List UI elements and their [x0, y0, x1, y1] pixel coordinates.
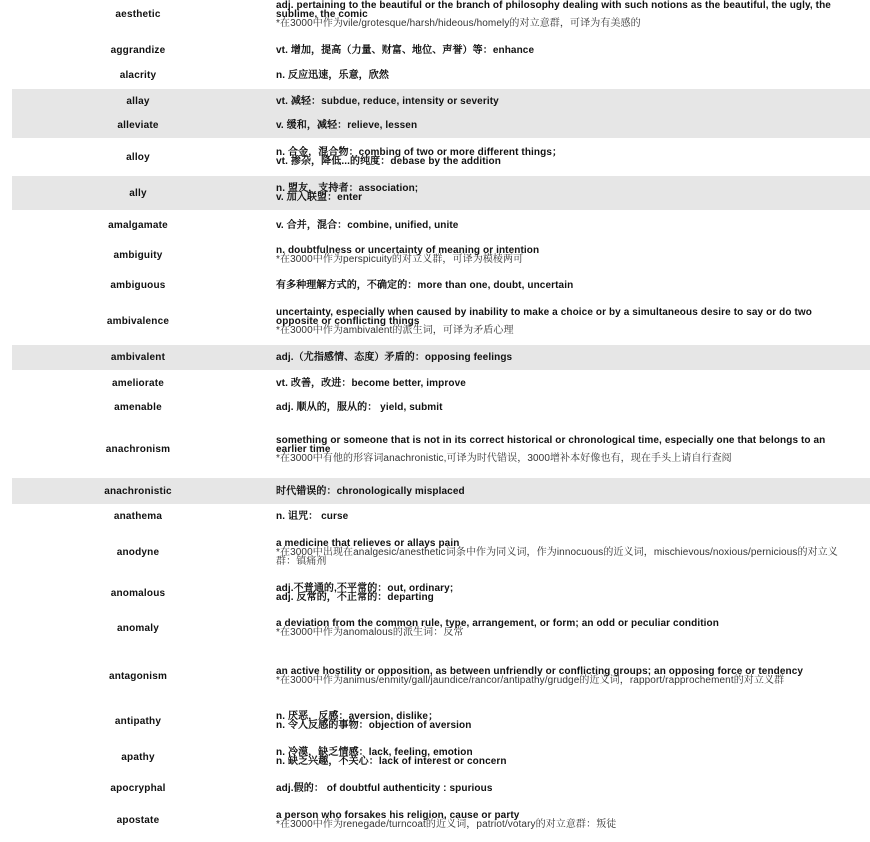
definition-line: 时代错误的：chronologically misplaced	[276, 485, 465, 497]
definition-line: *在3000中作为vile/grotesque/harsh/hideous/homely的对立意群，可译为有美感的	[276, 17, 641, 29]
definition-line: a deviation from the common rule, type, arrangement, or form; an odd or peculiar condition	[276, 618, 719, 629]
definition-line: n. 合金，混合物：combing of two or more different things；	[276, 147, 563, 158]
table-row	[12, 113, 870, 138]
vocab-definition	[276, 221, 852, 230]
vocab-definition	[276, 379, 852, 388]
vocab-definition	[276, 712, 852, 730]
definition-line: something or someone that is not in its correct historical or chronological time, especially one that belongs to an earlier time	[276, 434, 826, 455]
vocab-definition	[276, 403, 852, 412]
vocab-word: anodyne	[116, 546, 160, 558]
vocab-definition	[276, 619, 852, 637]
vocab-word: ambiguous	[110, 279, 166, 291]
vocab-word: ambivalence	[106, 315, 170, 327]
definition-line: vt. 减轻：subdue, reduce, intensity or severity	[276, 96, 499, 107]
table-row	[12, 140, 870, 174]
vocab-word: apathy	[121, 751, 155, 763]
vocab-word: anathema	[113, 510, 163, 522]
table-row	[12, 89, 870, 114]
definition-line: adj. 顺从的，服从的： yield, submit	[276, 402, 443, 413]
table-row	[12, 611, 870, 645]
table-row	[12, 576, 870, 610]
vocab-definition	[276, 97, 852, 106]
vocab-definition	[276, 46, 852, 55]
vocab-word: anomalous	[110, 587, 166, 599]
vocab-definition	[276, 281, 852, 290]
table-row	[12, 176, 870, 210]
table-row	[12, 740, 870, 774]
table-row	[12, 421, 870, 477]
definition-line: n. 厌恶，反感：aversion, dislike；	[276, 711, 439, 722]
definition-line: n. 缺乏兴趣，不关心：lack of interest or concern	[276, 756, 507, 767]
definition-line: n. 令人反感的事物：objection of aversion	[276, 720, 472, 731]
definition-line: a person who forsakes his religion, cause or party	[276, 810, 520, 821]
vocab-definition	[276, 584, 852, 602]
definition-line: adj.假的： of doubtful authenticity : spurious	[276, 782, 493, 794]
table-row	[12, 648, 870, 704]
vocab-definition	[276, 1, 852, 28]
definition-line: n. 盟友，支持者：association;	[276, 183, 419, 194]
table-row	[12, 212, 870, 238]
vocab-word: alacrity	[119, 70, 157, 81]
definition-line: v. 合并，混合：combine, unified, unite	[276, 219, 459, 231]
vocab-word: antipathy	[114, 715, 162, 727]
vocab-definition	[276, 353, 852, 362]
definition-line: vt. 增加，提高（力量、财富、地位、声誉）等：enhance	[276, 44, 535, 56]
vocab-definition	[276, 246, 852, 264]
definition-line: n. 诅咒： curse	[276, 510, 349, 522]
vocab-word: alloy	[126, 151, 150, 163]
vocab-definition	[276, 71, 852, 80]
vocab-word: apostate	[116, 814, 160, 826]
vocab-word: amalgamate	[108, 219, 168, 231]
table-row	[12, 238, 870, 272]
definition-line: *在3000中作为ambivalent的派生词，可译为矛盾心理	[276, 324, 514, 336]
vocab-word: anomaly	[117, 622, 159, 634]
vocab-definition	[276, 184, 852, 202]
vocab-word: aesthetic	[115, 8, 161, 20]
vocab-definition	[276, 436, 852, 463]
definition-line: an active hostility or opposition, as between unfriendly or conflicting groups; an opposing force or tendency	[276, 666, 804, 677]
table-row	[12, 272, 870, 298]
vocab-word: amenable	[114, 402, 162, 413]
table-row	[12, 530, 870, 574]
table-row	[12, 0, 870, 28]
definition-line: *在3000中出现在analgesic/anesthetic词条中作为同义词，作为innocuous的近义词，mischievous/noxious/pernicious的对立义群：镇痛剂	[276, 546, 838, 567]
definition-line: 有多种理解方式的，不确定的：more than one, doubt, uncertain	[276, 279, 574, 291]
table-row	[12, 38, 870, 62]
definition-line: adj. 反常的，不正常的：departing	[276, 592, 434, 603]
vocab-definition	[276, 667, 852, 685]
vocab-definition	[276, 308, 852, 335]
vocab-word: apocryphal	[110, 782, 166, 794]
definition-line: v. 缓和，减轻：relieve, lessen	[276, 120, 418, 131]
definition-line: *在3000中作为perspicuity的对立义群，可译为模棱两可	[276, 254, 524, 265]
vocab-word: alleviate	[117, 120, 159, 131]
vocab-word: ambivalent	[110, 352, 166, 363]
table-row	[12, 704, 870, 738]
definition-line: uncertainty, especially when caused by inability to make a choice or by a simultaneous desire to say or do two opposite or conflicting things	[276, 306, 812, 327]
definition-line: vt. 掺杂，降低...的纯度：debase by the addition	[276, 156, 501, 167]
table-row	[12, 298, 870, 344]
table-row	[12, 371, 870, 396]
definition-line: *在3000中作为animus/enmity/gall/jaundice/rancor/antipathy/grudge的近义词，rapport/rapprochement的对立义群	[276, 675, 785, 686]
vocab-definition	[276, 748, 852, 766]
definition-line: *在3000中有他的形容词anachronistic,可译为时代错误，3000增补本好像也有，现在手头上请自行查阅	[276, 452, 732, 464]
definition-line: v. 加入联盟：enter	[276, 192, 363, 203]
vocab-word: aggrandize	[110, 44, 166, 56]
table-row	[12, 774, 870, 802]
definition-line: n. doubtfulness or uncertainty of meaning or intention	[276, 245, 540, 256]
vocab-word: antagonism	[108, 670, 168, 682]
vocab-word: allay	[126, 96, 150, 107]
definition-line: adj.（尤指感情、态度）矛盾的：opposing feelings	[276, 352, 513, 363]
table-row	[12, 802, 870, 838]
definition-line: a medicine that relieves or allays pain	[276, 537, 460, 549]
table-row	[12, 478, 870, 504]
definition-line: n. 反应迅速，乐意，欣然	[276, 70, 389, 81]
vocab-word: ally	[129, 187, 147, 199]
vocab-definition	[276, 121, 852, 130]
definition-line: n. 冷漠，缺乏情感：lack, feeling, emotion	[276, 747, 473, 758]
vocab-definition	[276, 148, 852, 166]
definition-line: vt. 改善，改进：become better, improve	[276, 378, 466, 389]
definition-line: *在3000中作为renegade/turncoat的近义词，patriot/votary的对立意群：叛徒	[276, 819, 617, 830]
vocab-word: anachronism	[105, 443, 171, 455]
table-row	[12, 395, 870, 420]
vocab-word: ambiguity	[113, 249, 163, 261]
definition-line: *在3000中作为anomalous的派生词：反常	[276, 627, 464, 638]
table-row	[12, 504, 870, 528]
vocab-definition	[276, 487, 852, 496]
definition-line: adj.不普通的,不平常的：out, ordinary;	[276, 583, 454, 594]
definition-line: adj. pertaining to the beautiful or the branch of philosophy dealing with such notions as the beautiful, the ugly, the sublime, the comic	[276, 0, 831, 20]
vocab-word: anachronistic	[104, 485, 172, 497]
table-row	[12, 63, 870, 88]
vocab-definition	[276, 784, 852, 793]
table-row	[12, 345, 870, 370]
vocab-definition	[276, 512, 852, 521]
vocab-definition	[276, 539, 852, 566]
vocab-definition	[276, 811, 852, 829]
vocab-word: ameliorate	[111, 378, 165, 389]
